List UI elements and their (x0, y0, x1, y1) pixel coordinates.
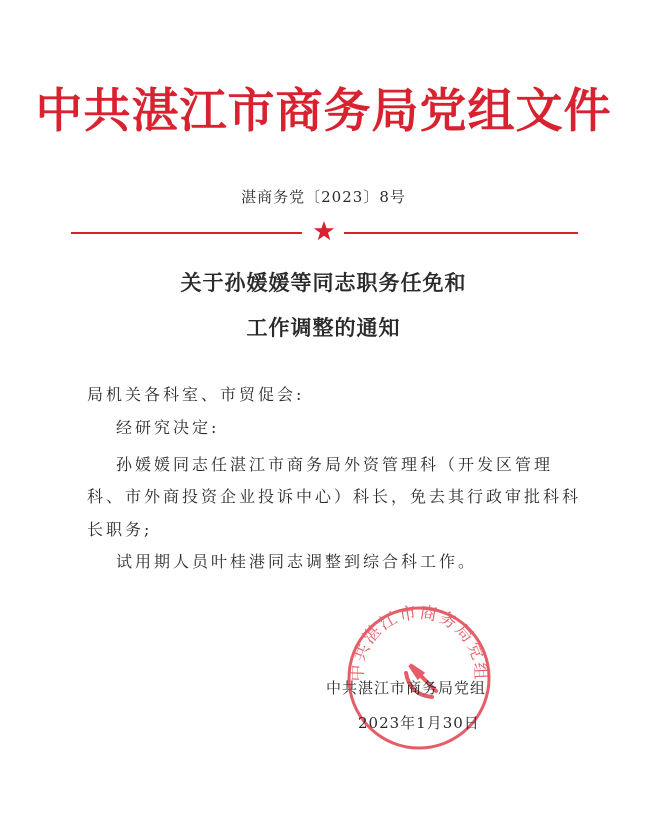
subject-title-line-2: 工作调整的通知 (246, 315, 401, 340)
paragraph-1-line-1: 孙媛媛同志任湛江市商务局外资管理科（开发区管理 (116, 455, 554, 474)
paragraph-1-line-3: 长职务; (87, 520, 153, 539)
document-header-title: 中共湛江市商务局党组文件 (35, 84, 612, 139)
subject-title-line-1: 关于孙媛媛等同志职务任免和 (180, 270, 467, 295)
star-icon (313, 220, 335, 242)
addressee: 局机关各科室、市贸促会: (87, 385, 305, 404)
decision-intro: 经研究决定: (116, 418, 220, 437)
paragraph-1-line-2: 科、市外商投资企业投诉中心）科长，免去其行政审批科科 (87, 487, 582, 506)
header-rule-right (344, 232, 578, 234)
signature-issuer: 中共湛江市商务局党组 (326, 679, 487, 697)
document-number: 湛商务党〔2023〕8号 (241, 188, 406, 206)
signature-date: 2023年1月30日 (358, 714, 480, 732)
header-rule-left (71, 232, 302, 234)
seal-text: 中共湛江市商务局党组 (347, 603, 491, 682)
paragraph-2: 试用期人员叶桂港同志调整到综合科工作。 (116, 552, 478, 571)
